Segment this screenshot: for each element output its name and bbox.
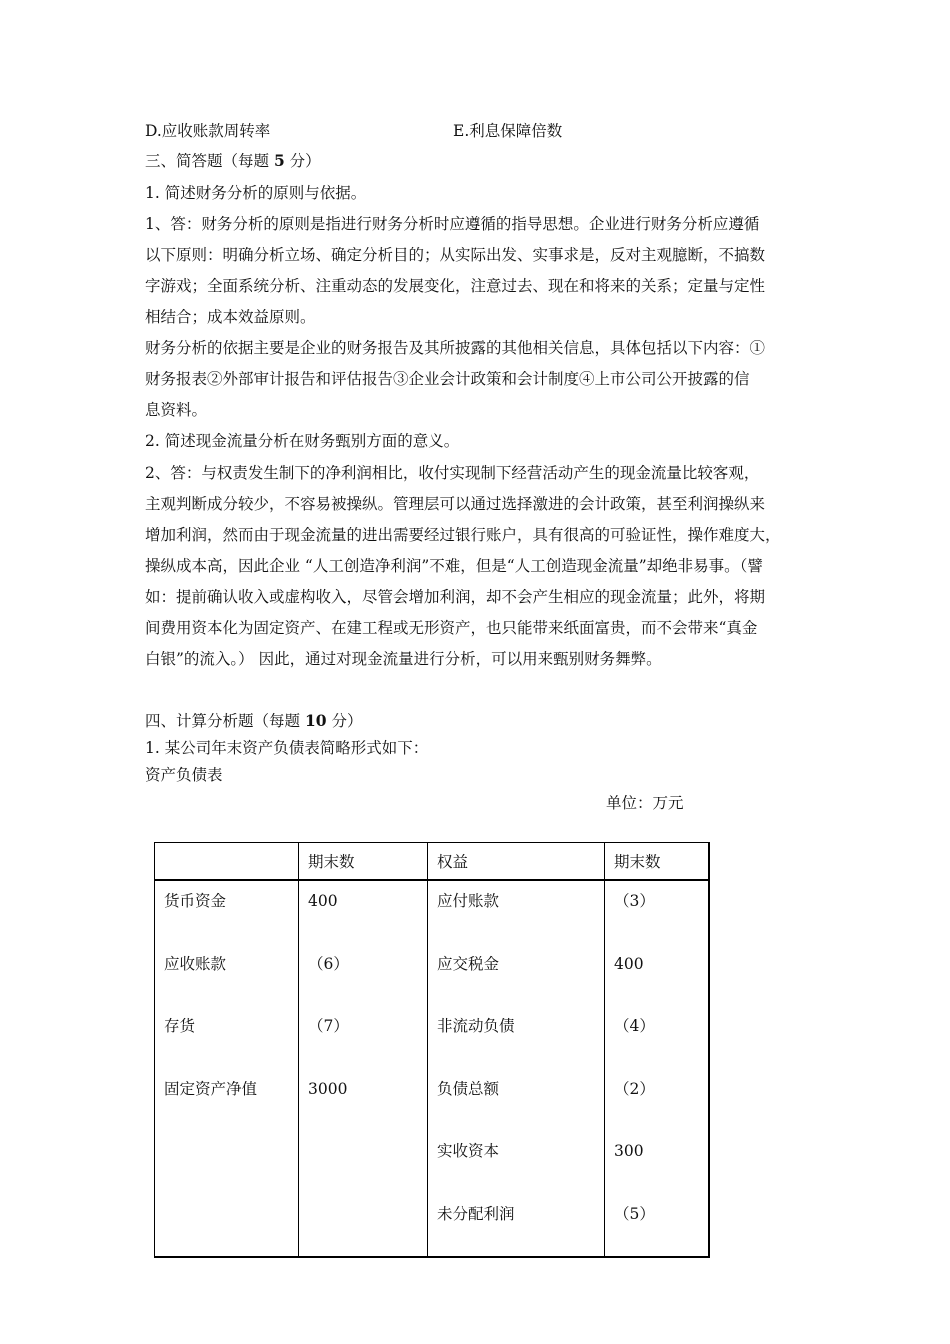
q2-answer-line: 2、答：与权责发生制下的净利润相比，收付实现制下经营活动产生的现金流量比较客观， [145, 464, 760, 482]
q2-answer-line: 主观判断成分较少，不容易被操纵。管理层可以通过选择激进的会计政策，甚至利润操纵来 [145, 495, 766, 513]
option-e: E.利息保障倍数 [453, 122, 563, 140]
equity-label: 应交税金 [437, 954, 500, 973]
asset-label: 存货 [164, 1017, 196, 1035]
q1-answer-line: 相结合；成本效益原则。 [145, 308, 316, 326]
q2-answer-line: 增加利润，然而由于现金流量的进出需要经过银行账户，具有很高的可验证性，操作难度大， [145, 526, 781, 544]
balance-sheet-table [154, 842, 710, 1258]
asset-value: 3000 [308, 1079, 348, 1098]
equity-label: 非流动负债 [437, 1017, 515, 1035]
table-header-row [155, 843, 710, 881]
q2-answer-line: 间费用资本化为固定资产、在建工程或无形资产，也只能带来纸面富贵，而不会带来“真金 [145, 619, 758, 637]
asset-label: 固定资产净值 [164, 1079, 258, 1098]
equity-label: 实收资本 [437, 1142, 500, 1160]
assets-column [155, 880, 299, 1257]
section4-title [145, 711, 362, 731]
q2-answer-line: 如：提前确认收入或虚构收入，尽管会增加利润，却不会产生相应的现金流量；此外，将期 [145, 588, 766, 606]
header-cell: 期末数 [299, 843, 428, 881]
section3-points: 5 [273, 151, 285, 170]
equity-value: 400 [614, 954, 644, 973]
section3-title-pre: 三、简答题（每题 [145, 152, 274, 170]
q1-question: 1. 简述财务分析的原则与依据。 [145, 184, 367, 202]
section4-title-pre: 四、计算分析题（每题 [145, 712, 305, 730]
q1-answer-line: 字游戏；全面系统分析、注重动态的发展变化，注意过去、现在和将来的关系；定量与定性 [145, 277, 766, 295]
header-cell: 期末数 [605, 843, 710, 881]
equity-value: （3） [614, 892, 655, 910]
header-cell: 权益 [428, 843, 605, 881]
q2-question: 2. 简述现金流量分析在财务甄别方面的意义。 [145, 432, 460, 450]
equity-label: 应付账款 [437, 892, 500, 910]
section3-title-post: 分） [284, 152, 321, 170]
asset-value: 400 [308, 892, 338, 910]
q2-answer-line: 操纵成本高，因此企业 “人工创造净利润”不难，但是“人工创造现金流量”却绝非易事。（譬 [145, 557, 763, 575]
calc1-question: 1. 某公司年末资产负债表简略形式如下： [145, 739, 429, 757]
q1-answer-line: 财务分析的依据主要是企业的财务报告及其所披露的其他相关信息，具体包括以下内容：① [145, 339, 766, 357]
equity-value: 300 [614, 1142, 644, 1160]
q1-answer-line: 息资料。 [145, 401, 208, 419]
q2-answer-line: 白银”的流入。） 因此，通过对现金流量进行分析，可以用来甄别财务舞弊。 [145, 650, 662, 668]
unit-label: 单位：万元 [606, 794, 684, 812]
asset-label: 货币资金 [164, 892, 227, 910]
table-body-row [155, 880, 710, 1257]
asset-value: （6） [308, 954, 349, 973]
section3-title [145, 151, 321, 171]
option-d: D.应收账款周转率 [145, 122, 271, 140]
equity-label: 负债总额 [437, 1079, 500, 1098]
equity-value: （2） [614, 1079, 655, 1098]
equity-value: （4） [614, 1017, 655, 1035]
table-title: 资产负债表 [145, 766, 223, 784]
equity-values-column [605, 880, 710, 1257]
q1-answer-line: 以下原则：明确分析立场、确定分析目的；从实际出发、实事求是，反对主观臆断，不搞数 [145, 246, 766, 264]
equity-label: 未分配利润 [437, 1204, 515, 1223]
q1-answer-line: 1、答：财务分析的原则是指进行财务分析时应遵循的指导思想。企业进行财务分析应遵循 [145, 215, 760, 233]
asset-values-column [299, 880, 428, 1257]
q1-answer-line: 财务报表②外部审计报告和评估报告③企业会计政策和会计制度④上市公司公开披露的信 [145, 370, 750, 388]
asset-label: 应收账款 [164, 954, 227, 973]
equities-column [428, 880, 605, 1257]
section4-points: 10 [304, 711, 327, 730]
equity-value: （5） [614, 1204, 655, 1223]
header-cell [155, 843, 299, 881]
asset-value: （7） [308, 1017, 349, 1035]
section4-title-post: 分） [326, 712, 363, 730]
